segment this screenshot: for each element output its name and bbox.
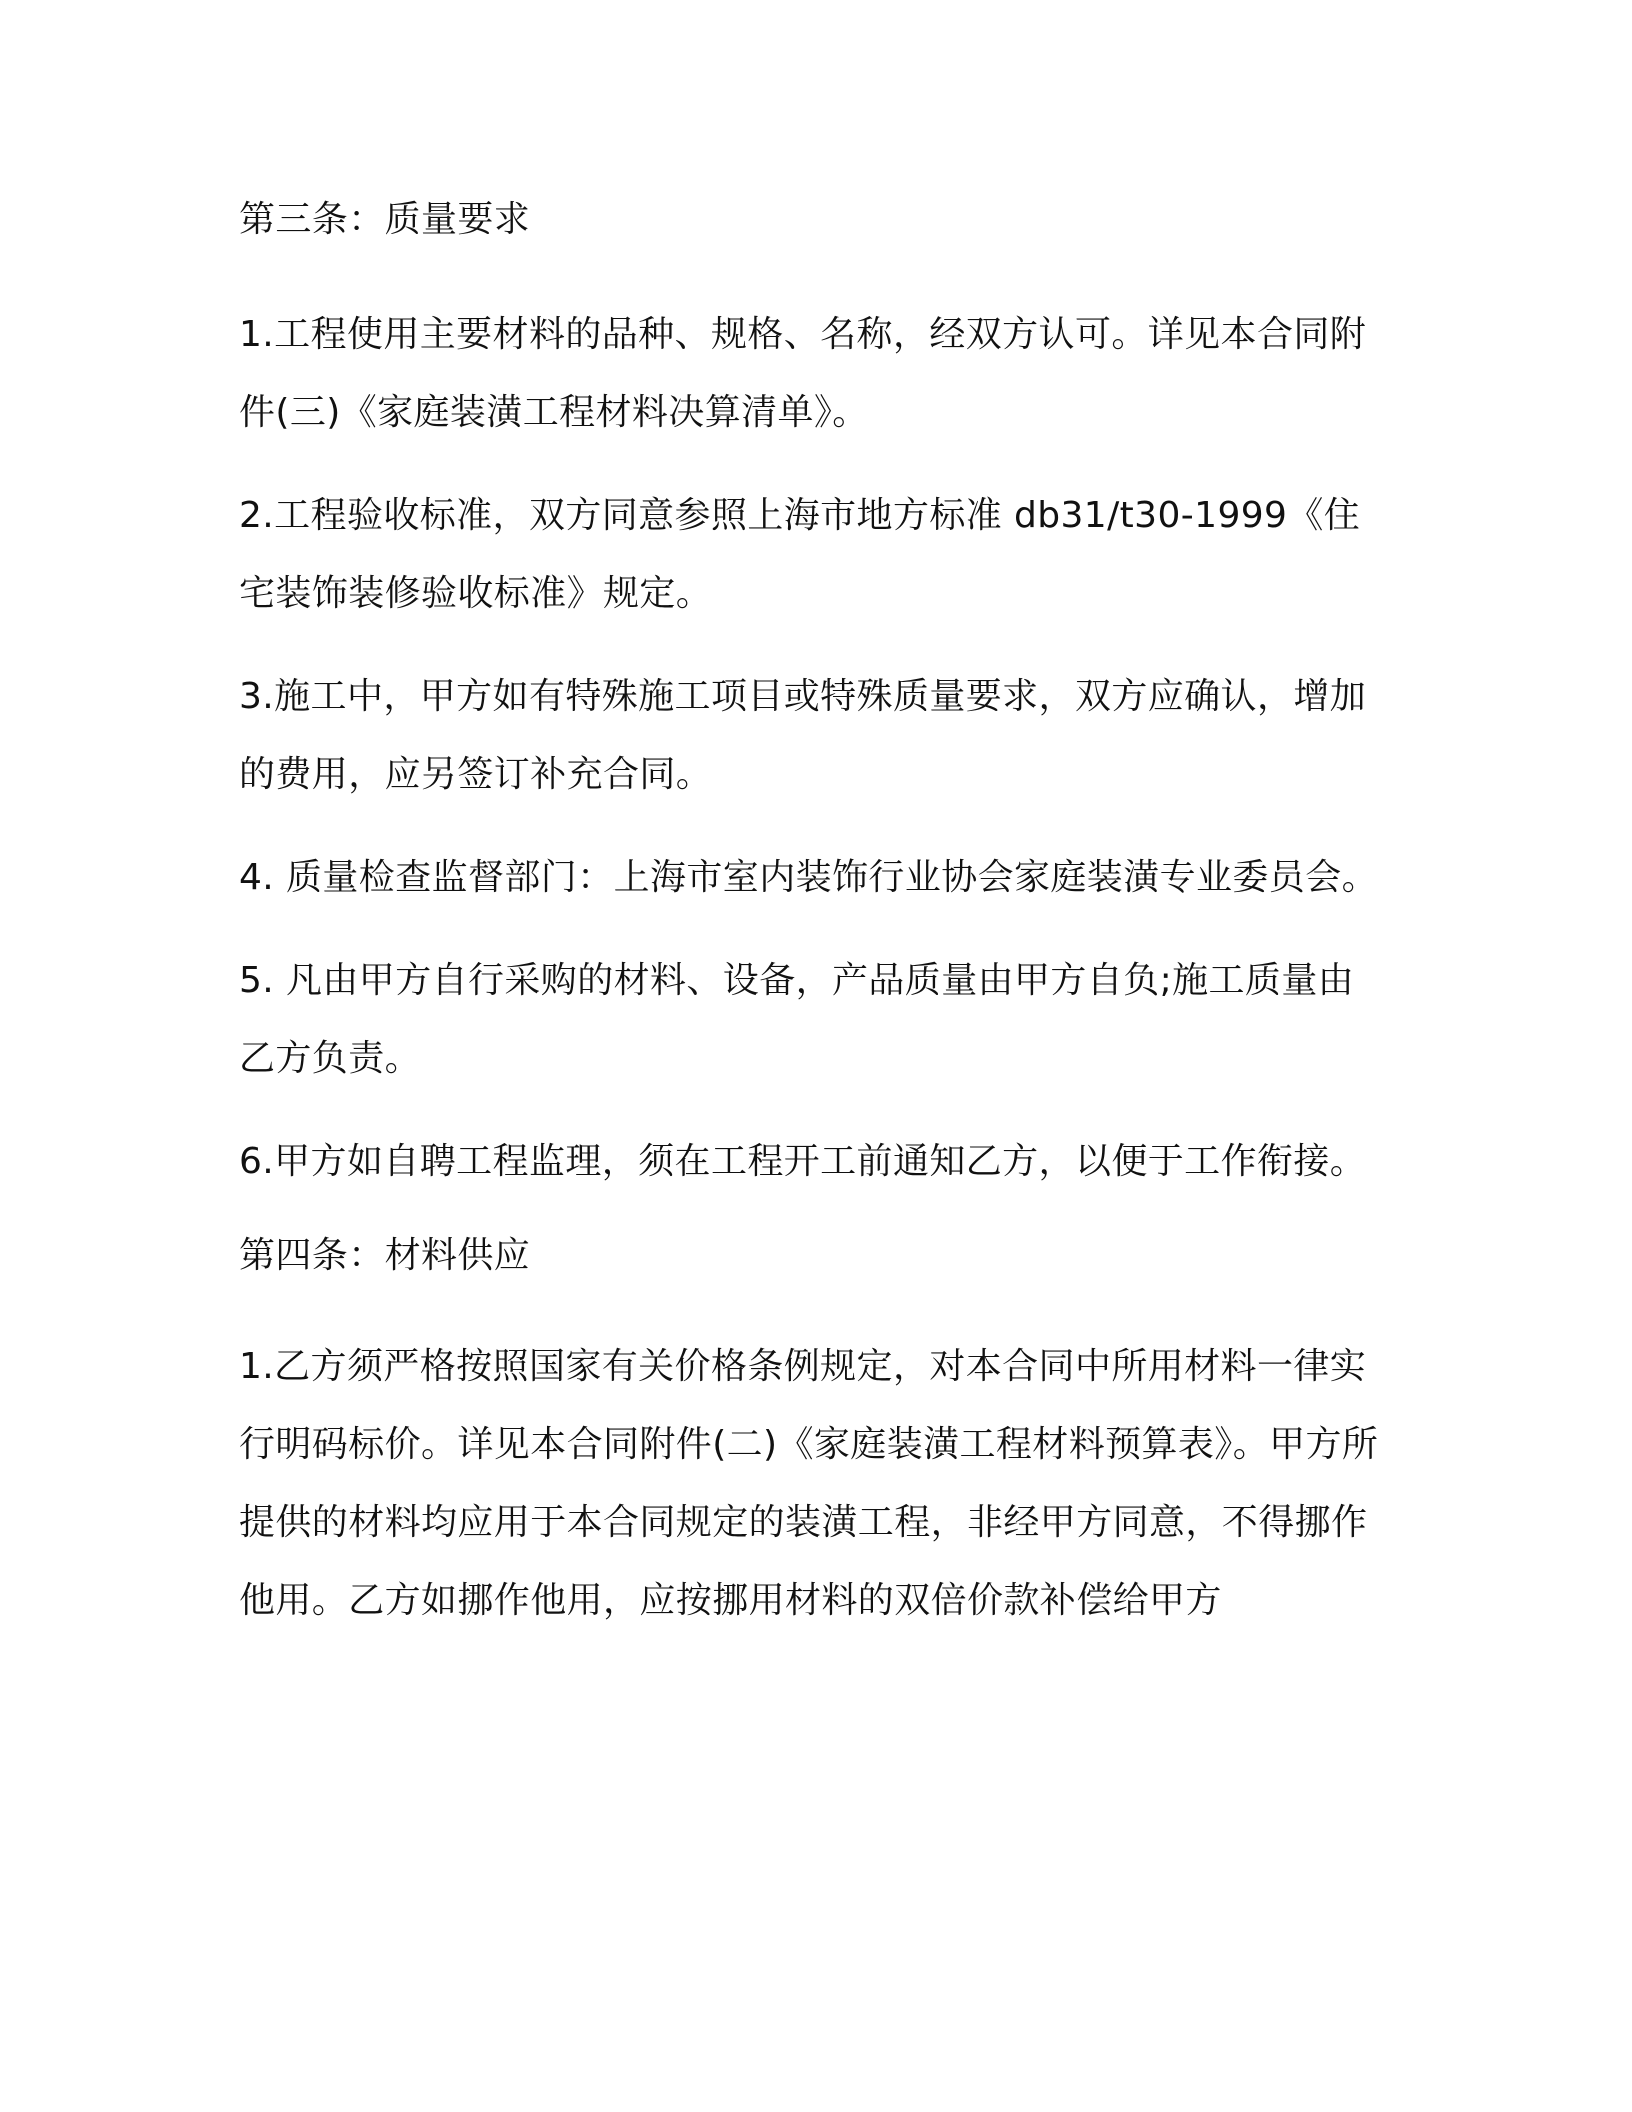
quality-item-6: 6.甲方如自聘工程监理，须在工程开工前通知乙方，以便于工作衔接。 — [239, 1141, 1367, 1182]
quality-item-4: 4. 质量检查监督部门：上海市室内装饰行业协会家庭装潢专业委员会。 — [239, 857, 1378, 898]
material-supply-item-1: 1.乙方须严格按照国家有关价格条例规定，对本合同中所用材料一律实行明码标价。详见本合同附件(二)《家庭装潢工程材料预算表》。甲方所提供的材料均应用于本合同规定的装潢工程，非经甲方同意，不得挪作他用。乙方如挪作他用，应按挪用材料的双倍价款补偿给甲方 — [239, 1346, 1379, 1621]
quality-item-3: 3.施工中，甲方如有特殊施工项目或特殊质量要求，双方应确认，增加的费用，应另签订补充合同。 — [239, 676, 1367, 795]
document-content — [239, 190, 1389, 1665]
quality-item-2: 2.工程验收标准，双方同意参照上海市地方标准 db31/t30-1999《住宅装饰装修验收标准》规定。 — [239, 495, 1361, 614]
quality-item-1: 1.工程使用主要材料的品种、规格、名称，经双方认可。详见本合同附件(三)《家庭装潢工程材料决算清单》。 — [239, 314, 1367, 433]
section-heading-quality: 第三条：质量要求 — [239, 199, 531, 240]
quality-item-5: 5. 凡由甲方自行采购的材料、设备，产品质量由甲方自负;施工质量由乙方负责。 — [239, 960, 1355, 1079]
section-heading-material-supply: 第四条：材料供应 — [239, 1235, 531, 1276]
